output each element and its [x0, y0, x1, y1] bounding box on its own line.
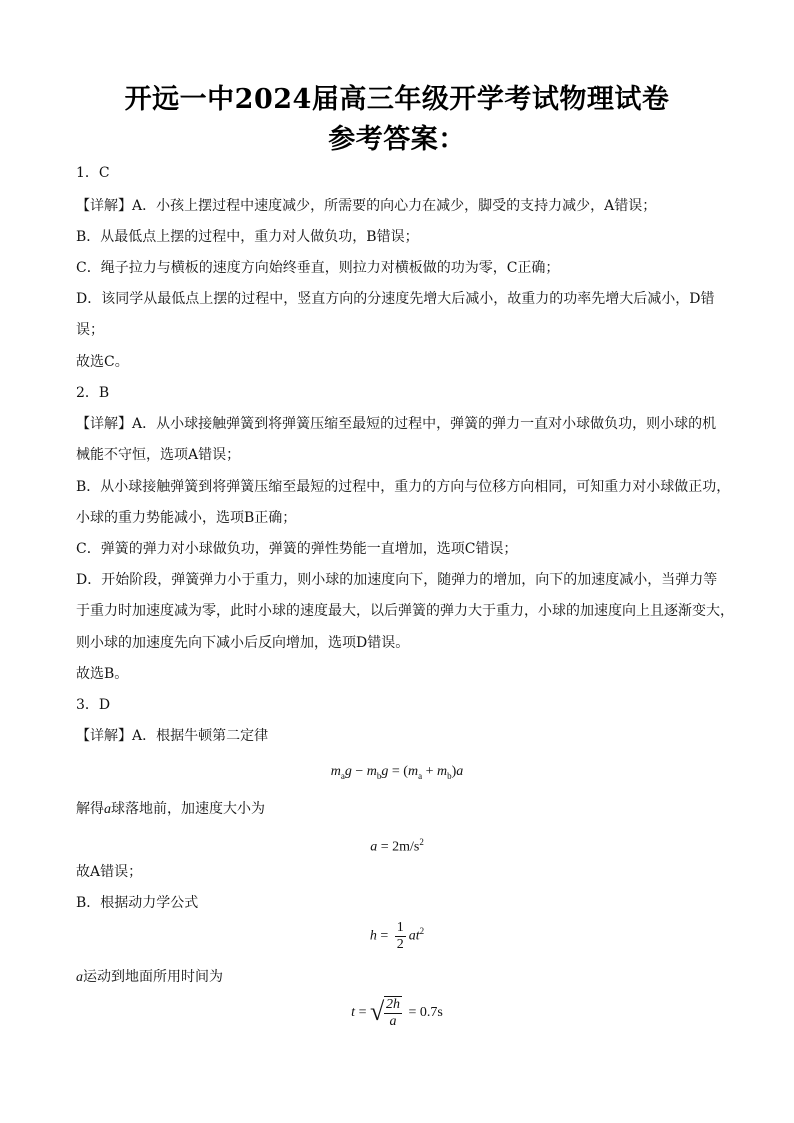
equation-time: t = √ $\frac{2h}{a}$ = 0.7s: [351, 997, 443, 1029]
answer-line: B．从最低点上摆的过程中，重力对人做负功，B错误；: [76, 229, 419, 245]
answer-line: C．绳子拉力与横板的速度方向始终垂直，则拉力对横板做的功为零，C正确；: [76, 260, 560, 276]
answer-line: 【详解】A．小孩上摆过程中速度减少，所需要的向心力在减少，脚受的支持力减少，A错误；: [76, 198, 657, 214]
answer-line: 于重力时加速度减为零，此时小球的速度最大，以后弹簧的弹力大于重力，小球的加速度向上且逐渐变大，: [76, 603, 734, 619]
answer-line: 1．C: [76, 165, 110, 181]
equation-acceleration: $a = 2m/s^2$: [370, 837, 424, 855]
answer-line: 3．D: [76, 697, 111, 713]
equation-kinematics: h = $\frac{1}{2}$ $at^2$: [369, 920, 425, 952]
answer-line: 解得a球落地前，加速度大小为: [76, 801, 265, 817]
answer-line: D．开始阶段，弹簧弹力小于重力，则小球的加速度向下，随弹力的增加，向下的加速度减小，当弹力等: [76, 572, 718, 588]
answer-line: 故A错误；: [76, 864, 143, 880]
equation-newton: $m_ag - m_bg = (m_a + m_b)a$: [330, 764, 464, 781]
answer-line: 小球的重力势能减小，选项B正确；: [76, 510, 297, 526]
answer-line: C．弹簧的弹力对小球做负功，弹簧的弹性势能一直增加，选项C错误；: [76, 541, 518, 557]
answer-line: 误；: [76, 322, 104, 338]
answer-line: 故选C。: [76, 354, 129, 370]
answer-line: 则小球的加速度先向下减小后反向增加，选项D错误。: [76, 635, 410, 651]
page-subtitle: 参考答案：: [328, 124, 466, 155]
answer-line: 2．B: [76, 385, 110, 401]
answer-line: 故选B。: [76, 666, 129, 682]
answer-line: 【详解】A．从小球接触弹簧到将弹簧压缩至最短的过程中，弹簧的弹力一直对小球做负功，则小球的机: [76, 416, 717, 432]
page-title: 开远一中2024届高三年级开学考试物理试卷: [124, 84, 670, 115]
answer-line: 械能不守恒，选项A错误；: [76, 447, 241, 463]
answer-line: D．该同学从最低点上摆的过程中，竖直方向的分速度先增大后减小，故重力的功率先增大后减小，D错: [76, 291, 715, 307]
answer-line: a运动到地面所用时间为: [76, 969, 223, 985]
answer-line: 【详解】A．根据牛顿第二定律: [76, 728, 269, 744]
answer-line: B．从小球接触弹簧到将弹簧压缩至最短的过程中，重力的方向与位移方向相同，可知重力对小球做正功，: [76, 479, 731, 495]
answer-line: B．根据动力学公式: [76, 895, 199, 911]
